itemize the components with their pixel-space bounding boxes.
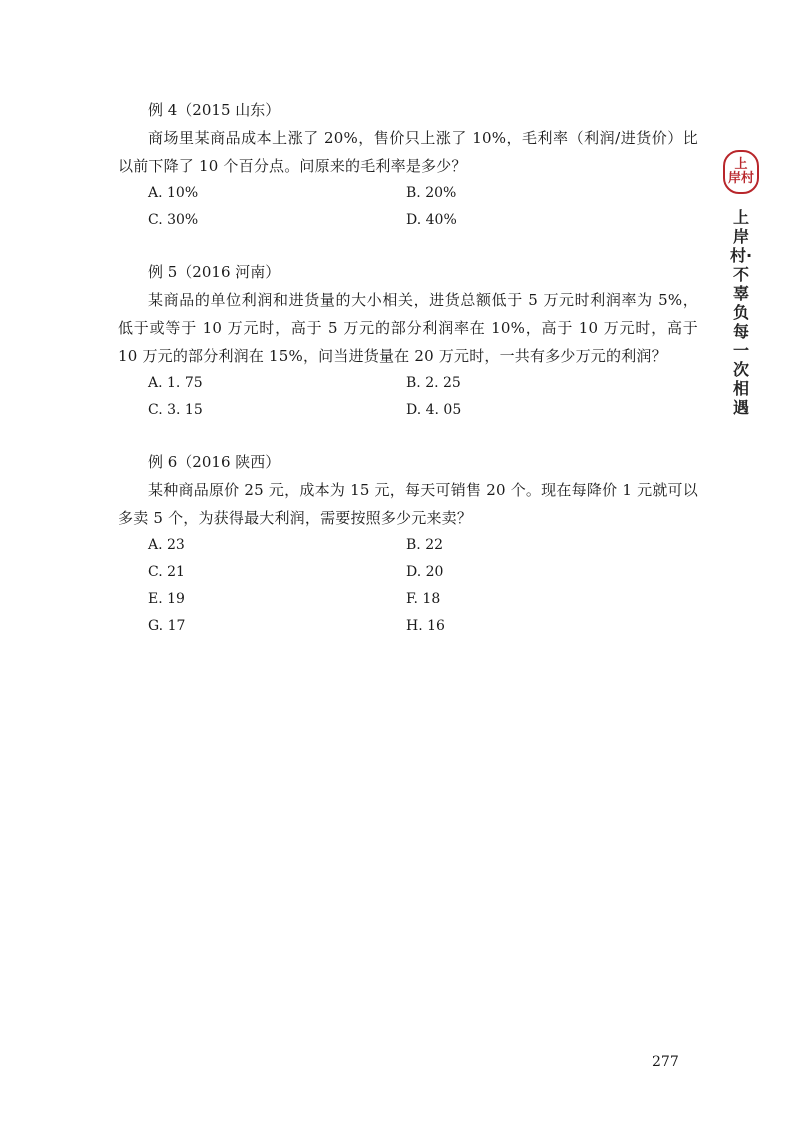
- option-b: B. 22: [406, 537, 444, 553]
- option-c: C. 3. 15: [148, 402, 203, 418]
- option-a: A. 1. 75: [148, 375, 203, 391]
- seal-top-text: 上: [734, 157, 748, 172]
- option-list: [118, 180, 698, 234]
- option-h: H. 16: [406, 618, 445, 634]
- option-d: D. 40%: [406, 212, 457, 228]
- option-d: D. 4. 05: [406, 402, 462, 418]
- side-slogan: 上岸村·不辜负每一次相遇: [729, 208, 753, 417]
- example-question: 商场里某商品成本上涨了 20%，售价只上涨了 10%，毛利率（利润/进货价）比以前下降了 10 个百分点。问原来的毛利率是多少？: [118, 129, 698, 175]
- option-b: B. 2. 25: [406, 375, 461, 391]
- option-e: E. 19: [148, 591, 185, 607]
- seal-bottom-text: 岸村: [727, 171, 754, 186]
- option-a: A. 23: [148, 537, 185, 553]
- seal-logo: [723, 150, 759, 194]
- page-number: 277: [652, 1054, 679, 1070]
- option-list: [118, 370, 698, 424]
- option-c: C. 21: [148, 564, 185, 580]
- example-question: 某商品的单位利润和进货量的大小相关，进货总额低于 5 万元时利润率为 5%，低于或等于 10 万元时，高于 5 万元的部分利润率在 10%，高于 10 万元时，高于 10 万元的部分利润在 15%，问当进货量在 20 万元时，一共有多少万元的利润？: [118, 291, 698, 365]
- option-c: C. 30%: [148, 212, 199, 228]
- option-d: D. 20: [406, 564, 444, 580]
- side-decoration: [721, 150, 761, 417]
- example-question: 某种商品原价 25 元，成本为 15 元，每天可销售 20 个。现在每降价 1 元就可以多卖 5 个，为获得最大利润，需要按照多少元来卖？: [118, 481, 698, 527]
- option-f: F. 18: [406, 591, 441, 607]
- example-6: [118, 448, 698, 640]
- option-a: A. 10%: [148, 185, 199, 201]
- example-4: [118, 96, 698, 234]
- example-title: 例 5（2016 河南）: [148, 263, 281, 281]
- example-title: 例 6（2016 陕西）: [148, 453, 281, 471]
- example-5: [118, 258, 698, 424]
- option-list: [118, 532, 698, 640]
- option-g: G. 17: [148, 618, 186, 634]
- option-b: B. 20%: [406, 185, 457, 201]
- content-area: [118, 96, 698, 664]
- example-title: 例 4（2015 山东）: [148, 101, 281, 119]
